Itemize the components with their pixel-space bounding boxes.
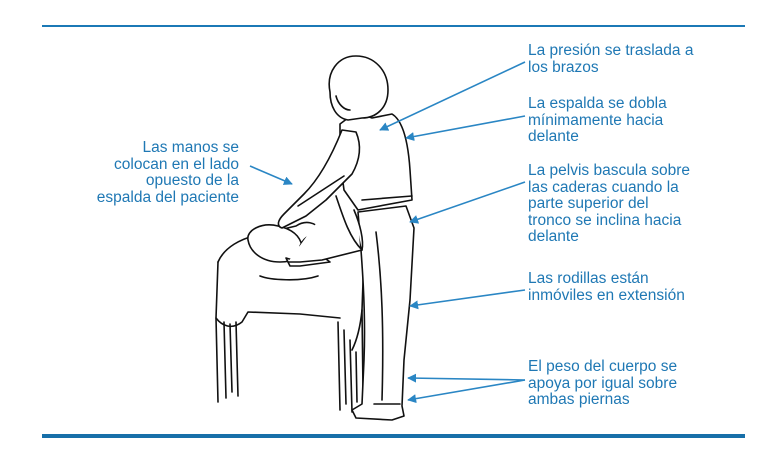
label-pelvis: La pelvis bascula sobre las caderas cuando la parte superior del tronco se inclina hacia delante xyxy=(528,162,690,245)
label-weight: El peso del cuerpo se apoya por igual sobre ambas piernas xyxy=(528,358,678,408)
arrow-back xyxy=(406,116,525,138)
label-knees: Las rodillas están inmóviles en extensión xyxy=(528,270,685,304)
label-pressure: La presión se traslada a los brazos xyxy=(528,42,694,76)
label-back: La espalda se dobla mínimamente hacia delante xyxy=(528,95,667,145)
label-hands: Las manos se colocan en el lado opuesto de la espalda del paciente xyxy=(96,139,239,206)
arrow-weight-1 xyxy=(408,378,525,380)
arrow-knees xyxy=(410,290,525,306)
arrow-hands xyxy=(250,166,292,184)
arrow-pelvis xyxy=(410,182,525,222)
arrow-weight-2 xyxy=(408,380,525,400)
